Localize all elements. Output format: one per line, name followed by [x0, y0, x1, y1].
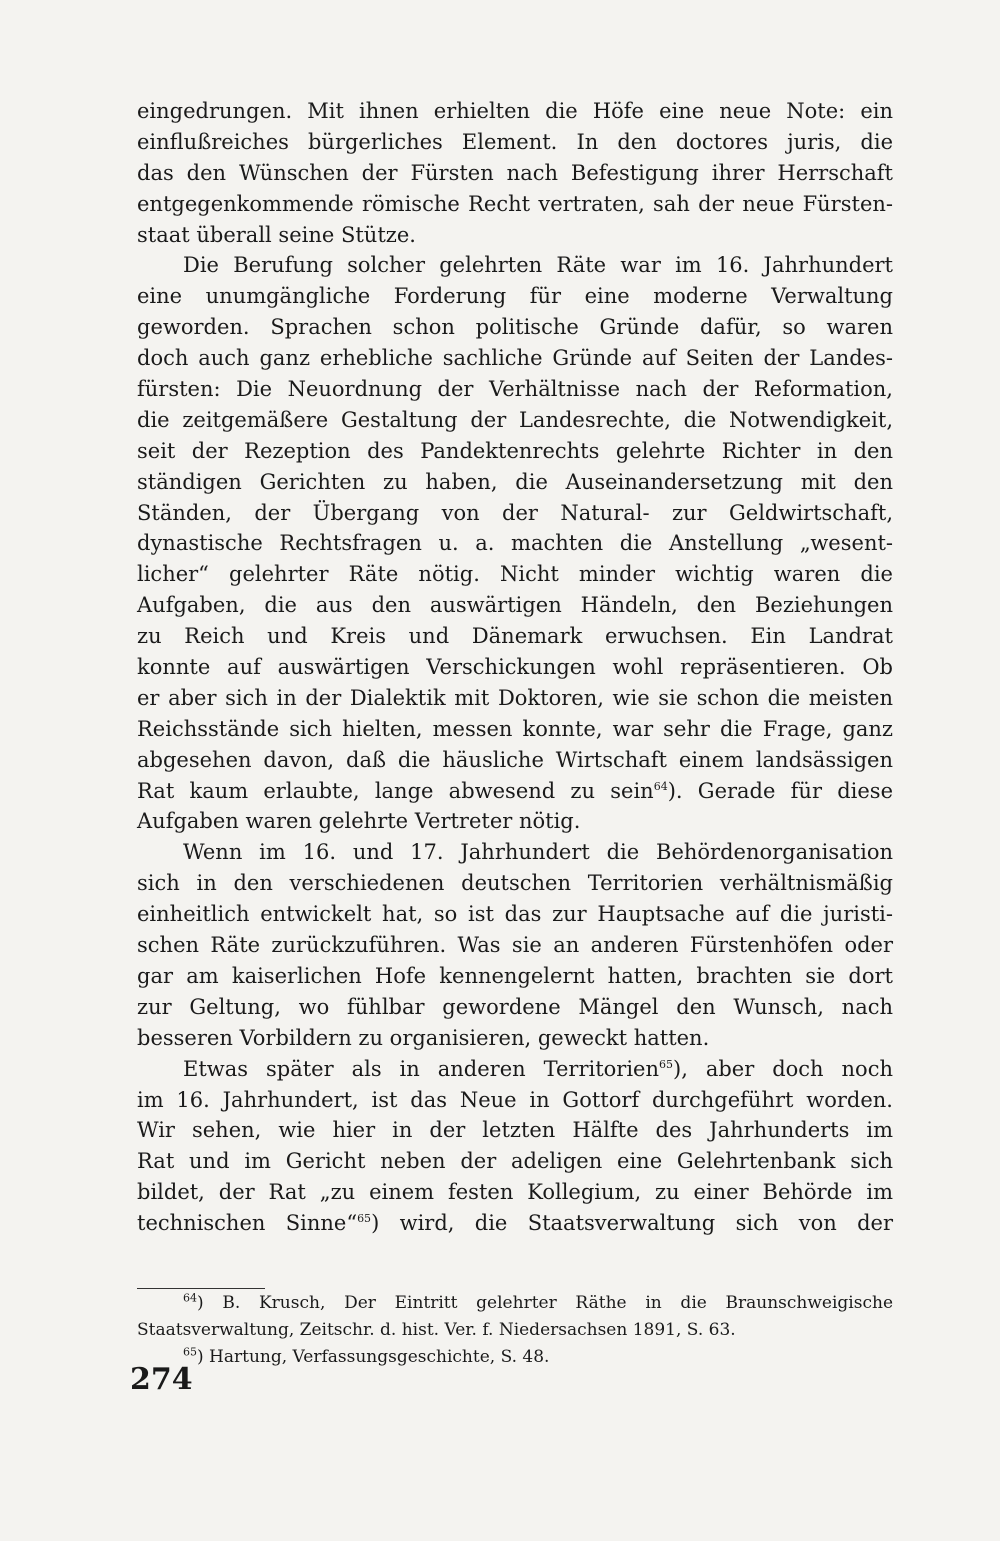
footnote-ref-65[interactable]: 65	[659, 1057, 673, 1071]
text-line: eine unumgängliche Forderung für eine moderne Verwaltung	[137, 284, 893, 309]
text-line: sich in den verschiedenen deutschen Territorien verhältnismäßig	[137, 871, 893, 896]
footnote-number: 64	[183, 1291, 197, 1305]
footnote-text: Staatsverwaltung, Zeitschr. d. hist. Ver. f. Niedersachsen 1891, S. 63.	[137, 1320, 736, 1340]
text-line: Aufgaben waren gelehrte Vertreter nötig.	[137, 809, 581, 834]
text-line: Rat und im Gericht neben der adeligen eine Gelehrtenbank sich	[137, 1149, 893, 1174]
text-line: Ständen, der Übergang von der Natural- zur Geldwirtschaft,	[137, 500, 893, 525]
text-line: schen Räte zurückzuführen. Was sie an anderen Fürstenhöfen oder	[137, 933, 893, 958]
text-line: abgesehen davon, daß die häusliche Wirtschaft einem landsässigen	[137, 747, 893, 772]
text-line: das den Wünschen der Fürsten nach Befestigung ihrer Herrschaft	[137, 160, 893, 185]
text-fragment: Etwas später als in anderen Territorien	[183, 1056, 659, 1081]
text-line: entgegenkommende römische Recht vertraten, sah der neue Fürsten-	[137, 191, 893, 216]
text-line: staat überall seine Stütze.	[137, 222, 416, 247]
footnote-ref-65[interactable]: 65	[357, 1212, 372, 1226]
text-line: eingedrungen. Mit ihnen erhielten die Höfe eine neue Note: ein	[137, 99, 893, 123]
text-fragment: ), aber doch noch	[673, 1056, 893, 1081]
text-line: die zeitgemäßere Gestaltung der Landesrechte, die Notwendigkeit,	[137, 407, 893, 432]
text-line: ständigen Gerichten zu haben, die Auseinandersetzung mit den	[137, 469, 893, 494]
footnote-64-continued	[137, 1317, 893, 1344]
footnote-divider	[137, 1288, 265, 1289]
text-line: geworden. Sprachen schon politische Gründe dafür, so waren	[137, 315, 893, 340]
text-line: im 16. Jahrhundert, ist das Neue in Gottorf durchgeführt worden.	[137, 1087, 893, 1112]
text-line: dynastische Rechtsfragen u. a. machten die Anstellung „wesent-	[137, 531, 893, 556]
footnote-number: 65	[183, 1345, 197, 1359]
footnote-text: ) B. Krusch, Der Eintritt gelehrter Räthe in die Braunschweigische	[197, 1293, 893, 1313]
text-line: Reichsstände sich hielten, messen konnte, war sehr die Frage, ganz	[137, 716, 893, 741]
text-line: doch auch ganz erhebliche sachliche Gründe auf Seiten der Landes-	[137, 346, 893, 371]
text-line: seit der Rezeption des Pandektenrechts gelehrte Richter in den	[137, 438, 893, 463]
footnotes	[137, 1290, 893, 1371]
text-fragment: Rat kaum erlaubte, lange abwesend zu sein	[137, 778, 654, 803]
text-fragment: ). Gerade für diese	[667, 778, 894, 803]
text-line: Wenn im 16. und 17. Jahrhundert die Behördenorganisation	[183, 840, 893, 865]
footnote-64	[137, 1290, 893, 1317]
text-line: einflußreiches bürgerliches Element. In den doctores juris, die	[137, 129, 893, 154]
text-line: Aufgaben, die aus den auswärtigen Händeln, den Beziehungen	[137, 593, 893, 618]
text-line: konnte auf auswärtigen Verschickungen wohl repräsentieren. Ob	[137, 655, 893, 680]
footnote-text: ) Hartung, Verfassungsgeschichte, S. 48.	[197, 1347, 550, 1367]
text-line: besseren Vorbildern zu organisieren, geweckt hatten.	[137, 1025, 710, 1050]
text-line: fürsten: Die Neuordnung der Verhältnisse nach der Reformation,	[137, 377, 893, 402]
text-fragment: ) wird, die Staatsverwaltung sich von der	[371, 1211, 893, 1236]
text-line: gar am kaiserlichen Hofe kennengelernt hatten, brachten sie dort	[137, 963, 893, 988]
text-line: bildet, der Rat „zu einem festen Kollegium, zu einer Behörde im	[137, 1180, 893, 1205]
text-line	[137, 1054, 893, 1085]
text-fragment: technischen Sinne“	[137, 1211, 358, 1236]
text-line: er aber sich in der Dialektik mit Doktoren, wie sie schon die meisten	[137, 685, 893, 710]
text-line	[137, 776, 893, 807]
text-line: zu Reich und Kreis und Dänemark erwuchsen. Ein Landrat	[137, 624, 893, 649]
footnote-65	[137, 1344, 893, 1371]
footnote-ref-64[interactable]: 64	[653, 779, 668, 793]
text-line: Wir sehen, wie hier in der letzten Hälfte des Jahrhunderts im	[137, 1118, 893, 1143]
text-line: Die Berufung solcher gelehrten Räte war im 16. Jahrhundert	[183, 253, 893, 278]
text-line: licher“ gelehrter Räte nötig. Nicht minder wichtig waren die	[137, 562, 893, 587]
text-line: einheitlich entwickelt hat, so ist das zur Hauptsache auf die juristi-	[137, 902, 893, 927]
page-number: 274	[130, 1362, 193, 1397]
text-line: zur Geltung, wo fühlbar gewordene Mängel den Wunsch, nach	[137, 994, 893, 1019]
text-line	[137, 1208, 893, 1239]
body-text	[137, 96, 893, 1239]
